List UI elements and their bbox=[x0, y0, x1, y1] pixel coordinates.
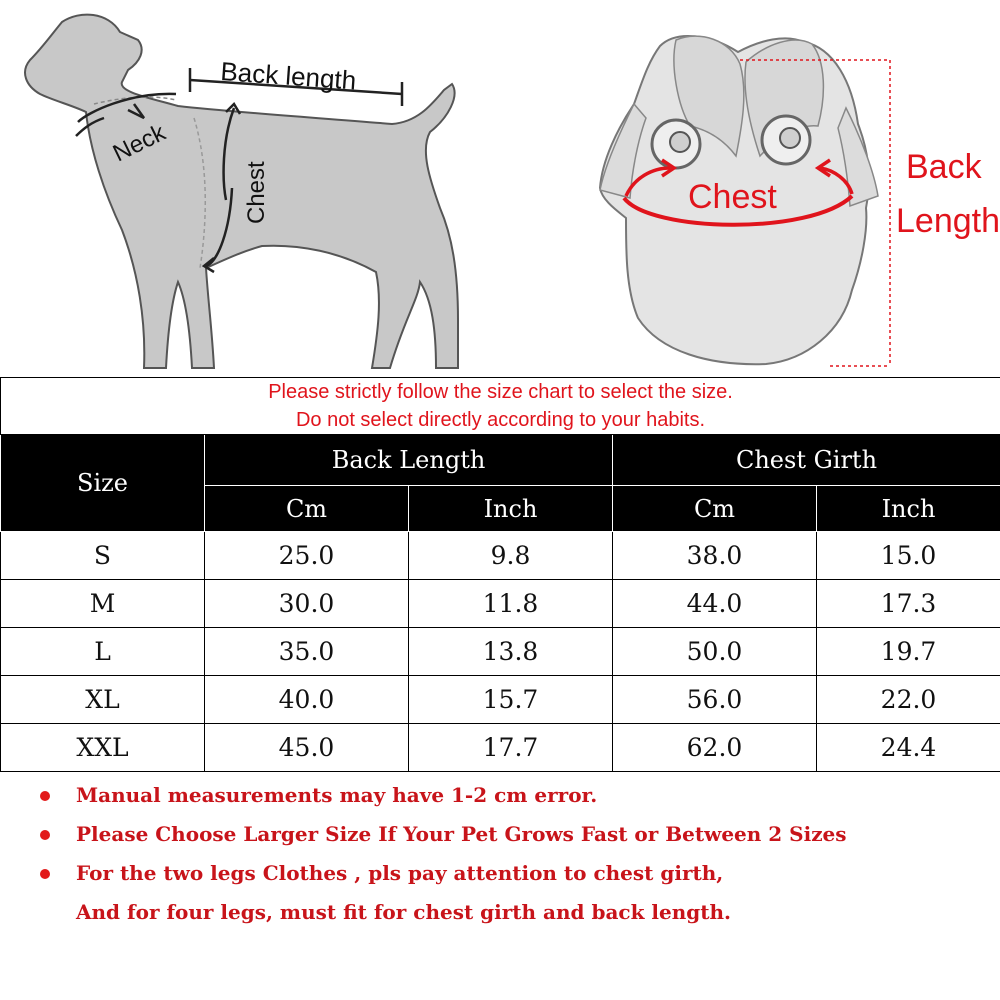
notice-line-2: Do not select directly according to your habits. bbox=[295, 409, 706, 431]
note-item bbox=[36, 776, 986, 815]
size-cell: XXL bbox=[1, 724, 205, 772]
back-length-inch-header: Inch bbox=[409, 486, 613, 532]
table-row bbox=[1, 676, 1000, 724]
chest-inch-cell: 19.7 bbox=[817, 628, 1000, 676]
hoodie-back-label: Back bbox=[906, 148, 982, 186]
chest-inch-cell: 22.0 bbox=[817, 676, 1000, 724]
back-cm-cell: 25.0 bbox=[205, 532, 409, 580]
note-item bbox=[36, 815, 986, 854]
chest-girth-header: Chest Girth bbox=[613, 435, 1000, 486]
back-inch-cell: 17.7 bbox=[409, 724, 613, 772]
bullet-dot-icon bbox=[40, 869, 50, 879]
chest-cm-cell: 38.0 bbox=[613, 532, 817, 580]
note-text: For the two legs Clothes , pls pay attention to chest girth, bbox=[76, 861, 724, 885]
chest-inch-cell: 17.3 bbox=[817, 580, 1000, 628]
hoodie-ear-left-inner bbox=[670, 132, 690, 152]
chest-cm-cell: 44.0 bbox=[613, 580, 817, 628]
back-length-header: Back Length bbox=[205, 435, 613, 486]
back-cm-cell: 40.0 bbox=[205, 676, 409, 724]
size-cell: M bbox=[1, 580, 205, 628]
note-item-continued bbox=[36, 893, 986, 932]
table-row bbox=[1, 628, 1000, 676]
notice-line-1: Please strictly follow the size chart to select the size. bbox=[268, 381, 733, 403]
back-cm-cell: 35.0 bbox=[205, 628, 409, 676]
back-inch-cell: 13.8 bbox=[409, 628, 613, 676]
table-row bbox=[1, 724, 1000, 772]
back-length-cm-header: Cm bbox=[205, 486, 409, 532]
back-inch-cell: 9.8 bbox=[409, 532, 613, 580]
chest-label: Chest bbox=[243, 161, 270, 224]
chest-cm-cell: 56.0 bbox=[613, 676, 817, 724]
chest-inch-cell: 15.0 bbox=[817, 532, 1000, 580]
note-text: And for four legs, must fit for chest girth and back length. bbox=[76, 900, 732, 924]
back-cm-cell: 30.0 bbox=[205, 580, 409, 628]
table-row bbox=[1, 580, 1000, 628]
size-header: Size bbox=[1, 435, 205, 532]
neck-label: Neck bbox=[108, 119, 170, 168]
chest-girth-inch-header: Inch bbox=[817, 486, 1000, 532]
chest-girth-cm-header: Cm bbox=[613, 486, 817, 532]
back-cm-cell: 45.0 bbox=[205, 724, 409, 772]
back-inch-cell: 11.8 bbox=[409, 580, 613, 628]
note-text: Manual measurements may have 1-2 cm error. bbox=[76, 783, 598, 807]
hoodie-chest-label: Chest bbox=[688, 178, 777, 216]
note-item bbox=[36, 854, 986, 893]
bullet-dot-icon bbox=[40, 830, 50, 840]
dog-measurement-diagram bbox=[0, 0, 590, 378]
measurement-notes bbox=[36, 776, 986, 932]
table-row bbox=[1, 532, 1000, 580]
back-inch-cell: 15.7 bbox=[409, 676, 613, 724]
hoodie-length-label: Length bbox=[896, 202, 1000, 240]
size-cell: L bbox=[1, 628, 205, 676]
hoodie-ear-right-inner bbox=[780, 128, 800, 148]
note-text: Please Choose Larger Size If Your Pet Grows Fast or Between 2 Sizes bbox=[76, 822, 847, 846]
chest-cm-cell: 62.0 bbox=[613, 724, 817, 772]
back-length-label: Back length bbox=[219, 56, 358, 96]
bullet-dot-icon bbox=[40, 791, 50, 801]
dog-illustration bbox=[0, 0, 590, 378]
hoodie-measurement-diagram bbox=[590, 0, 1000, 378]
hoodie-illustration bbox=[590, 0, 1000, 378]
chest-cm-cell: 50.0 bbox=[613, 628, 817, 676]
size-cell: XL bbox=[1, 676, 205, 724]
size-cell: S bbox=[1, 532, 205, 580]
size-notice bbox=[1, 378, 1000, 435]
size-chart-table bbox=[0, 377, 1000, 772]
chest-inch-cell: 24.4 bbox=[817, 724, 1000, 772]
